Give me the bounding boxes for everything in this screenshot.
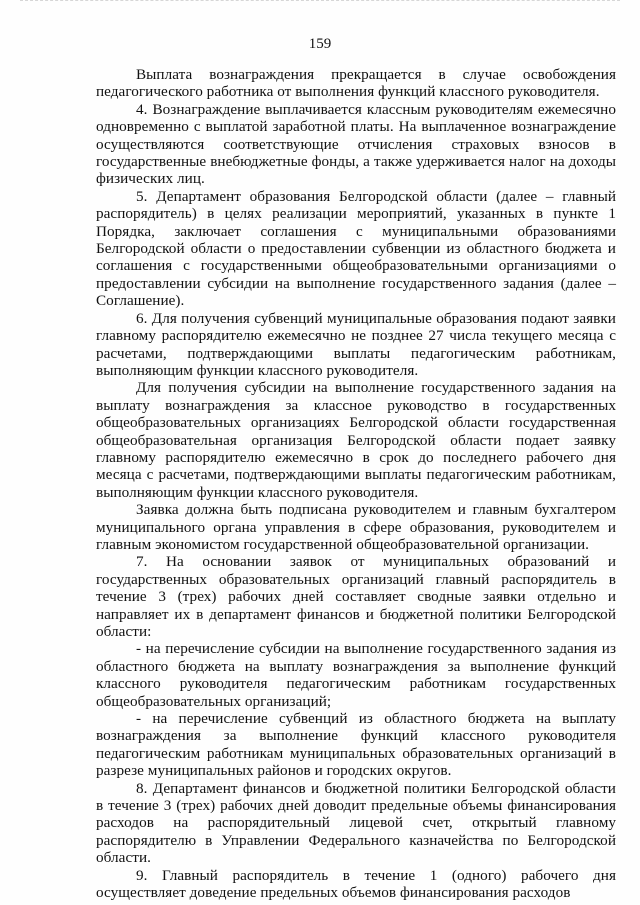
page-number: 159 xyxy=(308,36,332,52)
paragraph-item-6: 6. Для получения субвенций муниципальные образования подают заявки главному распорядителю ежемесячно не позднее 27 числа текущего месяца с расчетами, подтверждающими выплаты педагогическим работникам, выполняющим функции классного руководителя. xyxy=(96,309,616,379)
paragraph-item-8: 8. Департамент финансов и бюджетной политики Белгородской области в течение 3 (трех) рабочих дней доводит предельные объемы финансирования расходов на распорядительный лицевой счет, открытый главному распорядителю в Управлении Федерального казначейства по Белгородской области. xyxy=(96,779,616,867)
paragraph-item-9: 9. Главный распорядитель в течение 1 (одного) рабочего дня осуществляет доведение предельных объемов финансирования расходов xyxy=(96,866,616,902)
list-item-subsidy-transfer: - на перечисление субсидии на выполнение государственного задания из областного бюджета на выплату вознаграждения за выполнение функций классного руководителя педагогическим работникам государственных общеобразовательных организаций; xyxy=(96,640,616,710)
paragraph-item-5: 5. Департамент образования Белгородской области (далее – главный распорядитель) в целях реализации мероприятий, указанных в пункте 1 Порядка, заключает соглашения с муниципальными образованиями Белгородской области о предоставлении субвенции из областного бюджета и соглашения с государственными общеобразовательными организациями о предоставлении субсидии на выполнение государственного задания (далее – Соглашение). xyxy=(96,187,616,310)
list-item-subvention-transfer: - на перечисление субвенций из областного бюджета на выплату вознаграждения за выполнение функций классного руководителя педагогическим работникам муниципальных образовательных организаций в разрезе муниципальных районов и городских округов. xyxy=(96,710,616,780)
scan-edge-artifact xyxy=(20,0,620,4)
paragraph-item-4: 4. Вознаграждение выплачивается классным руководителям ежемесячно одновременно с выплатой заработной платы. На выплаченное вознаграждение осуществляются соответствующие отчисления страховых взносов в государственные внебюджетные фонды, а также удерживается налог на доходы физических лиц. xyxy=(96,100,616,188)
paragraph-payment-termination: Выплата вознаграждения прекращается в случае освобождения педагогического работника от выполнения функций классного руководителя. xyxy=(96,66,616,101)
paragraph-subsidy-request: Для получения субсидии на выполнение государственного задания на выплату вознаграждения за классное руководство в государственных общеобразовательных организациях Белгородской области государственная общеобразовательная организация Белгородской области подает заявку главному распорядителю ежемесячно в срок до последнего рабочего дня месяца с расчетами, подтверждающими выплаты педагогическим работникам, выполняющим функции классного руководителя. xyxy=(96,379,616,501)
document-body xyxy=(96,66,616,902)
paragraph-request-signature: Заявка должна быть подписана руководителем и главным бухгалтером муниципального органа управления в сфере образования, руководителем и главным экономистом государственной общеобразовательной организации. xyxy=(96,501,616,553)
paragraph-item-7: 7. На основании заявок от муниципальных образований и государственных образовательных организаций главный распорядитель в течение 3 (трех) рабочих дней составляет сводные заявки отдельно и направляет их в департамент финансов и бюджетной политики Белгородской области: xyxy=(96,553,616,640)
